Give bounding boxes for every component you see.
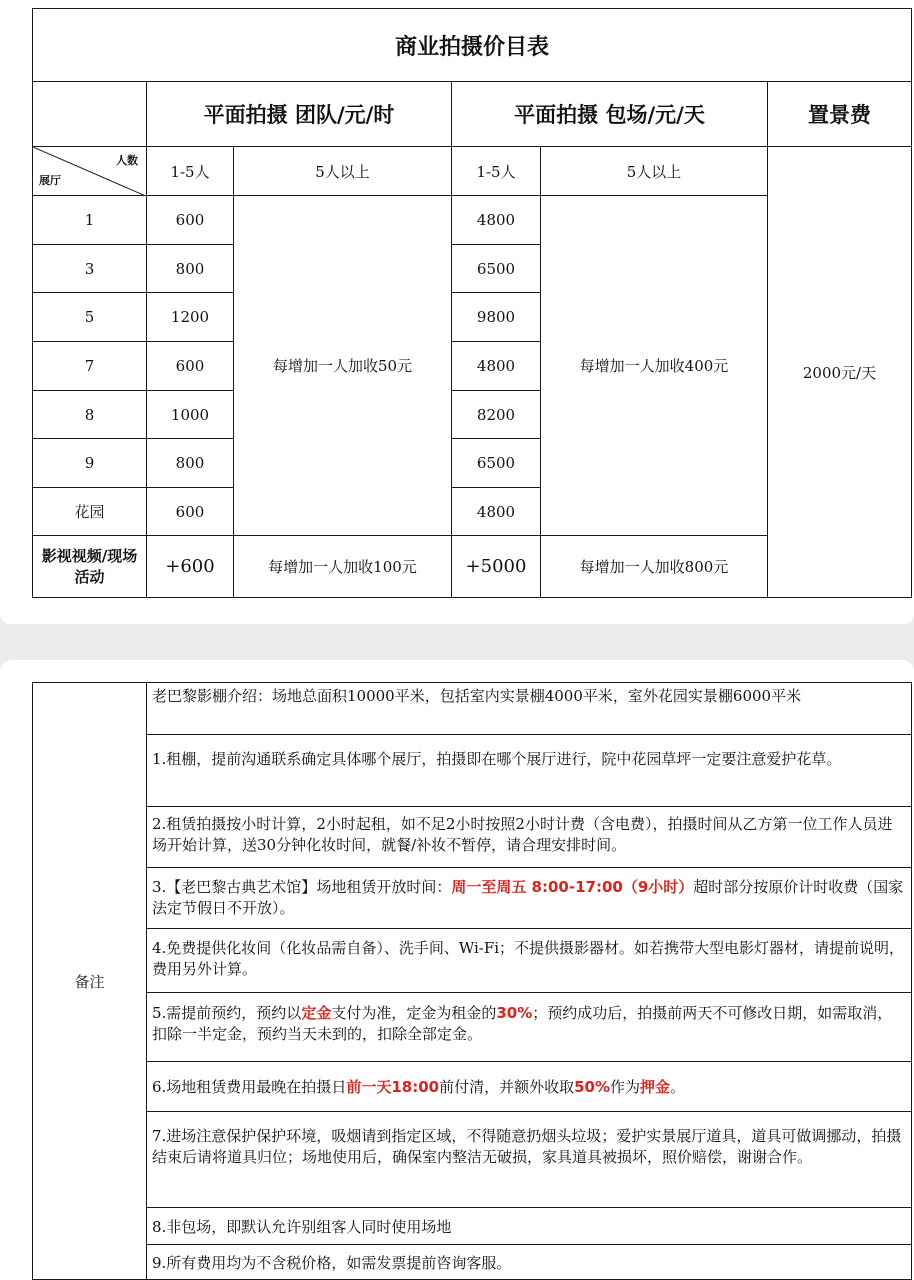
price-table-card xyxy=(0,0,914,624)
package-price-cell: 4800 xyxy=(451,195,541,245)
notes-item-1: 1.租棚，提前沟通联系确定具体哪个展厅，拍摄即在哪个展厅进行，院中花园草坪一定要注意爱护花草。 xyxy=(146,734,912,807)
notes-item-6-text-mid2: 作为 xyxy=(610,1078,641,1096)
hall-cell: 1 xyxy=(32,195,147,245)
team-price-cell: 600 xyxy=(146,195,234,245)
header-scenery: 置景费 xyxy=(767,81,912,147)
film-row-label: 影视视频/现场活动 xyxy=(32,535,147,598)
notes-item-6-text: 6.场地租赁费用最晚在拍摄日 xyxy=(152,1078,347,1096)
notes-item-3 xyxy=(146,867,912,929)
notes-item-5-highlight-deposit: 定金 xyxy=(301,1004,332,1022)
package-price-cell: 4800 xyxy=(451,341,541,391)
team-price-cell: 600 xyxy=(146,487,234,536)
team-price-cell: 800 xyxy=(146,438,234,488)
notes-label: 备注 xyxy=(32,682,147,1280)
notes-item-3-text: 3.【老巴黎古典艺术馆】场地租赁开放时间： xyxy=(152,878,452,896)
subheader-team-large: 5人以上 xyxy=(233,146,452,196)
hall-cell: 7 xyxy=(32,341,147,391)
subheader-package-large: 5人以上 xyxy=(540,146,768,196)
corner-hall-label: 展厅 xyxy=(39,174,61,187)
hall-cell: 5 xyxy=(32,292,147,342)
header-package: 平面拍摄 包场/元/天 xyxy=(451,81,768,147)
notes-item-6-highlight-percent: 50% xyxy=(574,1078,610,1096)
corner-cell xyxy=(32,146,147,196)
notes-item-6-text-mid: 前付清，并额外收取 xyxy=(439,1078,575,1096)
notes-intro: 老巴黎影棚介绍：场地总面积10000平米，包括室内实景棚4000平米，室外花园实景棚6000平米 xyxy=(146,682,912,735)
notes-item-8: 8.非包场，即默认允许别组客人同时使用场地 xyxy=(146,1207,912,1245)
corner-people-label: 人数 xyxy=(116,154,138,167)
notes-item-9: 9.所有费用均为不含税价格，如需发票提前咨询客服。 xyxy=(146,1244,912,1280)
header-blank-cell xyxy=(32,81,147,147)
team-price-cell: 1200 xyxy=(146,292,234,342)
film-package-extra: 每增加一人加收800元 xyxy=(540,535,768,598)
notes-item-4: 4.免费提供化妆间（化妆品需自备）、洗手间、Wi-Fi；不提供摄影器材。如若携带大型电影灯器材，请提前说明，费用另外计算。 xyxy=(146,928,912,993)
notes-item-7: 7.进场注意保护保护环境，吸烟请到指定区域，不得随意扔烟头垃圾；爱护实景展厅道具，道具可做调挪动，拍摄结束后请将道具归位；场地使用后，确保室内整洁无破损，家具道具被损坏，照价赔偿，谢谢合作。 xyxy=(146,1111,912,1208)
team-price-cell: 1000 xyxy=(146,390,234,439)
package-price-cell: 6500 xyxy=(451,244,541,293)
hall-cell: 花园 xyxy=(32,487,147,536)
hall-cell: 8 xyxy=(32,390,147,439)
package-price-cell: 9800 xyxy=(451,292,541,342)
notes-item-6-text-end: 。 xyxy=(670,1078,686,1096)
package-price-cell: 4800 xyxy=(451,487,541,536)
table-title: 商业拍摄价目表 xyxy=(32,8,912,82)
film-team-extra: 每增加一人加收100元 xyxy=(233,535,452,598)
notes-item-5-text: 5.需提前预约，预约以 xyxy=(152,1004,302,1022)
hall-cell: 3 xyxy=(32,244,147,293)
film-team-price: +600 xyxy=(146,535,234,598)
notes-item-5-highlight-percent: 30% xyxy=(496,1004,533,1022)
package-price-cell: 8200 xyxy=(451,390,541,439)
notes-item-6 xyxy=(146,1061,912,1112)
notes-item-3-highlight: 周一至周五 8:00-17:00（9小时） xyxy=(451,878,694,896)
notes-card xyxy=(0,660,914,1280)
subheader-team-small: 1-5人 xyxy=(146,146,234,196)
team-price-cell: 600 xyxy=(146,341,234,391)
package-price-cell: 6500 xyxy=(451,438,541,488)
notes-item-5-text-mid: 支付为准，定金为租金的 xyxy=(331,1004,497,1022)
header-team: 平面拍摄 团队/元/时 xyxy=(146,81,452,147)
notes-item-3-text-end: 超时部分按原价计时收费（国家法定节假日不开放）。 xyxy=(152,878,904,917)
hall-cell: 9 xyxy=(32,438,147,488)
notes-item-6-highlight-time: 前一天18:00 xyxy=(346,1078,440,1096)
notes-item-2: 2.租赁拍摄按小时计算，2小时起租，如不足2小时按照2小时计费（含电费），拍摄时间从乙方第一位工作人员进场开始计算，送30分钟化妆时间，就餐/补妆不暂停，请合理安排时间。 xyxy=(146,806,912,868)
package-extra-fee: 每增加一人加收400元 xyxy=(540,195,768,536)
notes-item-6-highlight-deposit: 押金 xyxy=(640,1078,671,1096)
team-extra-fee: 每增加一人加收50元 xyxy=(233,195,452,536)
notes-item-5-text-end: ；预约成功后，拍摄前两天不可修改日期，如需取消，扣除一半定金，预约当天未到的，扣除全部定金。 xyxy=(152,1004,893,1043)
notes-item-5 xyxy=(146,992,912,1062)
team-price-cell: 800 xyxy=(146,244,234,293)
film-package-price: +5000 xyxy=(451,535,541,598)
scenery-fee: 2000元/天 xyxy=(767,146,912,598)
subheader-package-small: 1-5人 xyxy=(451,146,541,196)
